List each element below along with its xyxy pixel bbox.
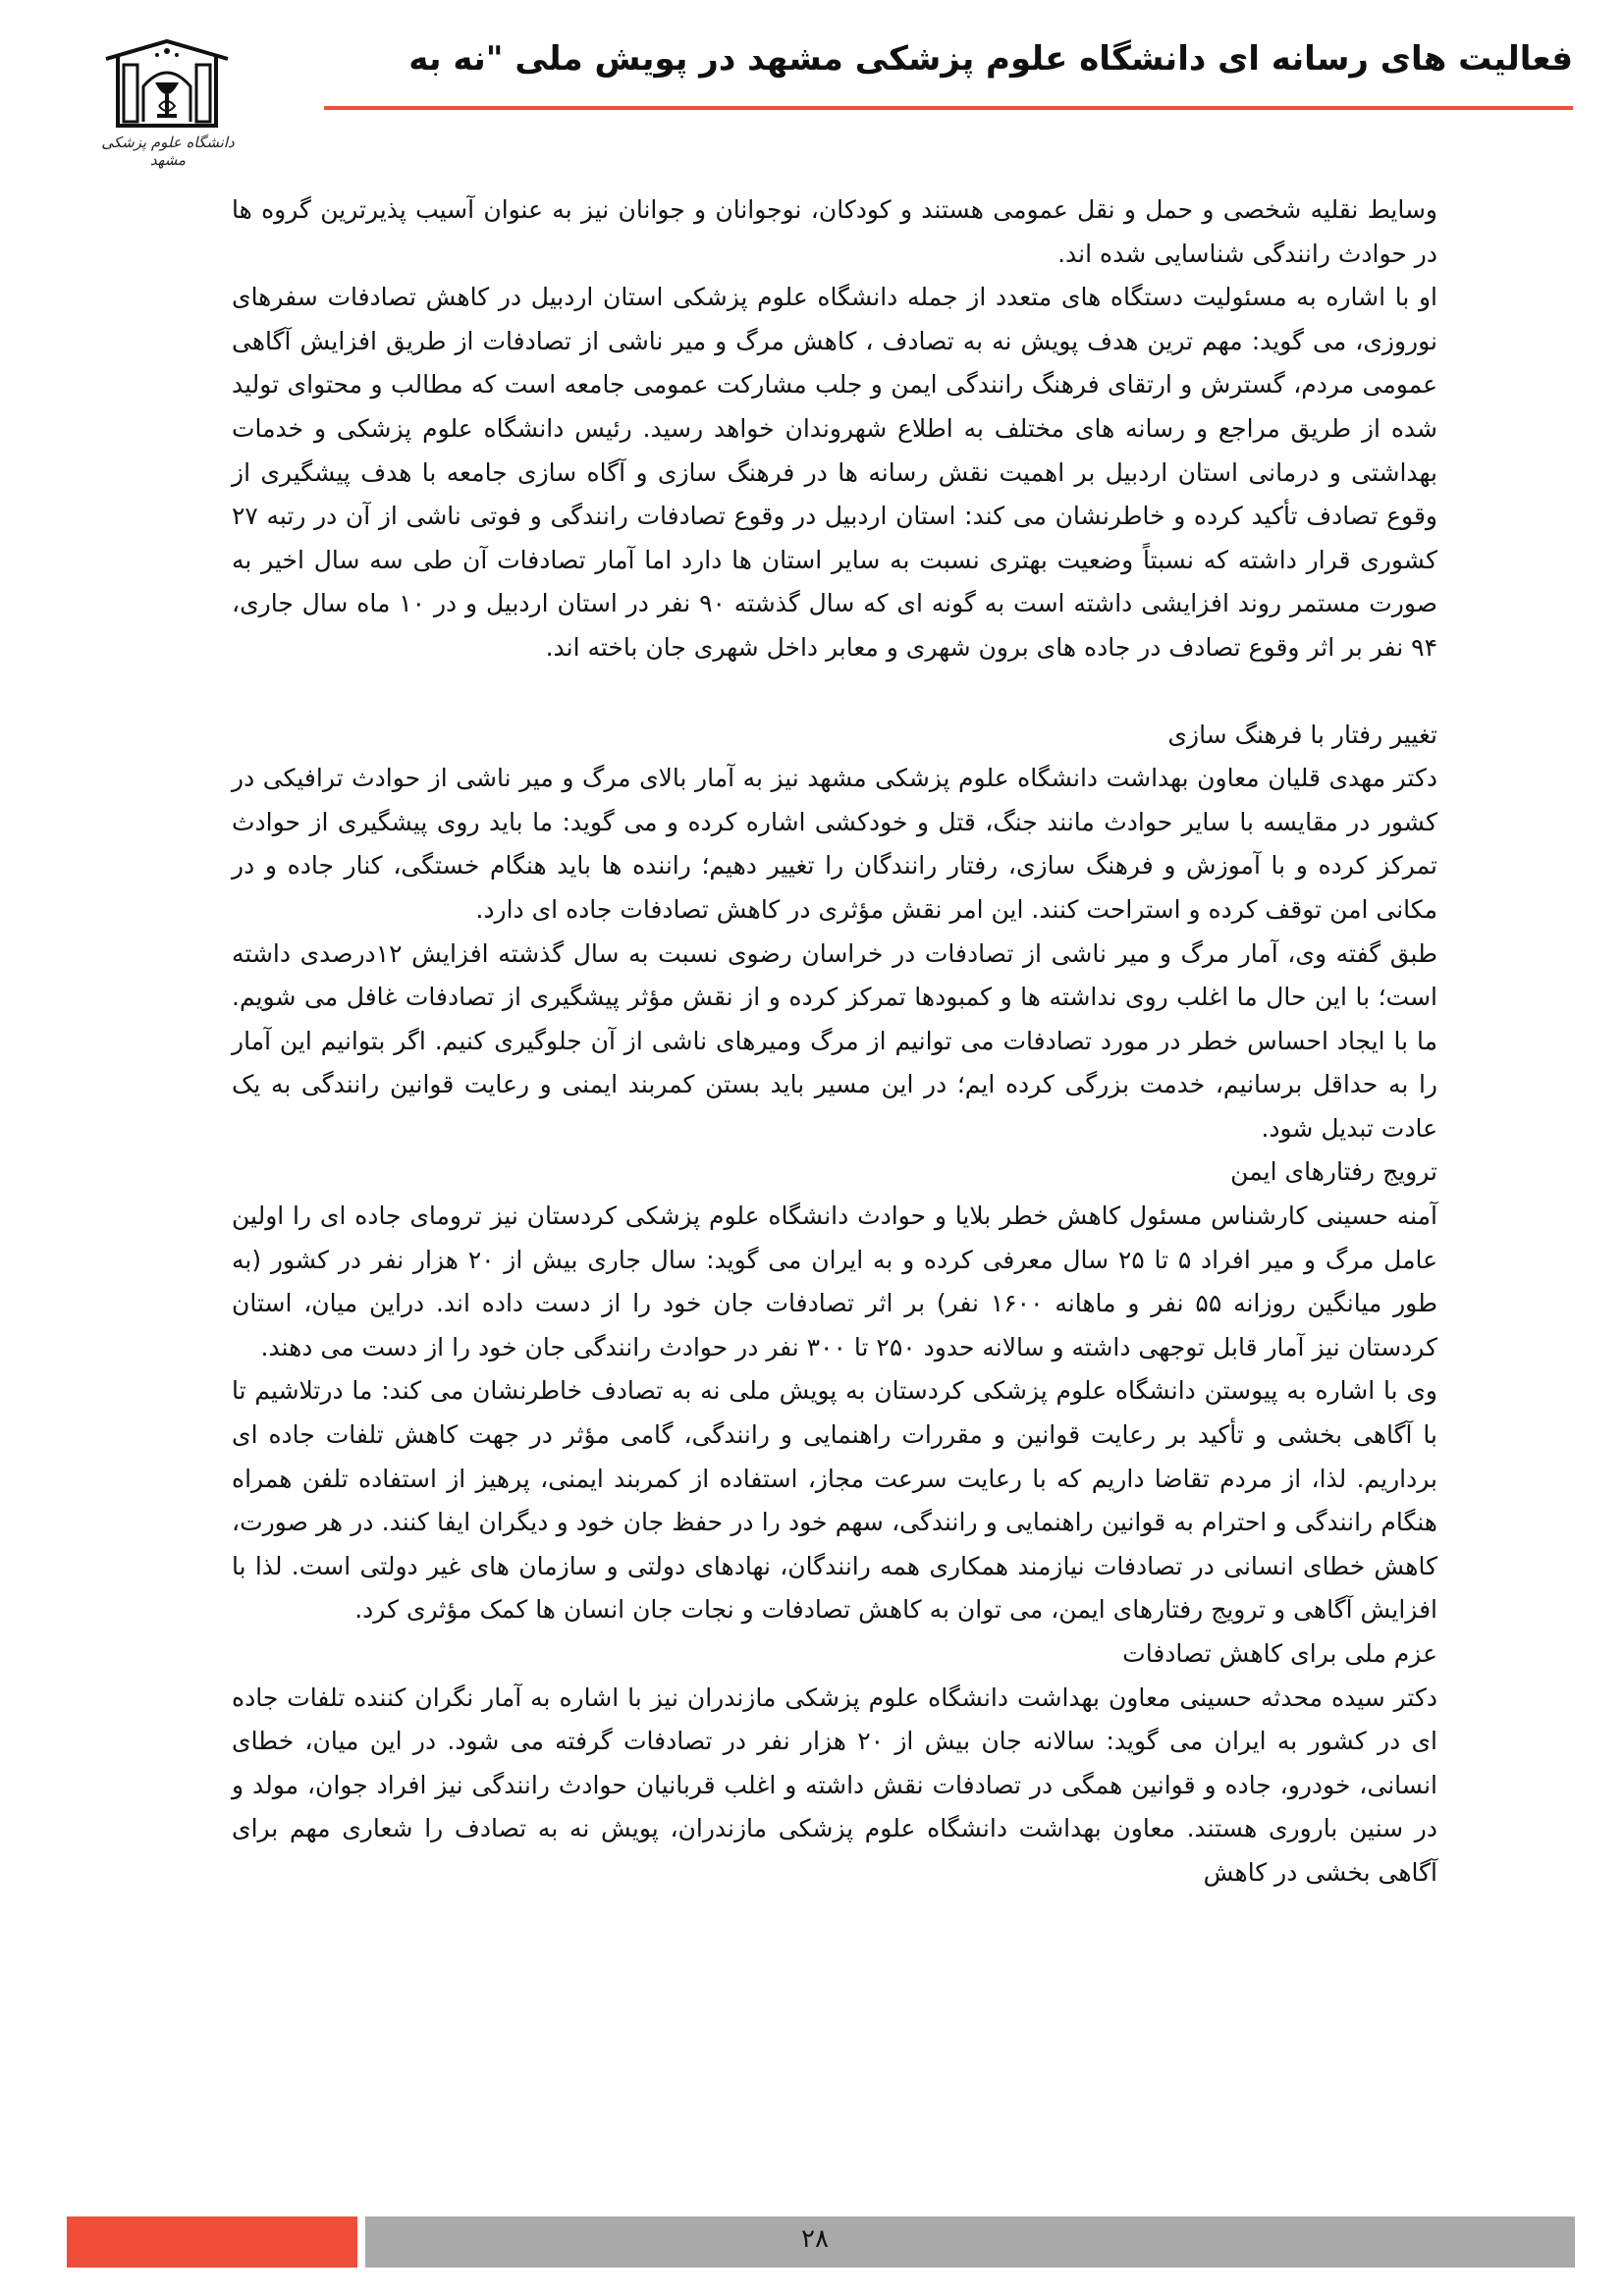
paragraph: طبق گفته وی، آمار مرگ و میر ناشی از تصادفات در خراسان رضوی نسبت به سال گذشته افزایش ۱۲درصدی داشته است؛ با این حال ما اغلب روی نداشته ها و کمبودها تمرکز کرده و از نقش مؤثر پیشگیری از تصادفات غافل می شویم. ما با ایجاد احساس خطر در مورد تصادفات می توانیم از مرگ ومیرهای ناشی از آن جلوگیری کنیم. اگر بتوانیم این آمار را به حداقل برسانیم، خدمت بزرگی کرده ایم؛ در این مسیر باید بستن کمربند ایمنی و رعایت قوانین رانندگی به یک عادت تبدیل شود.	[232, 938, 1438, 1143]
section-heading: ترویج رفتارهای ایمن	[1230, 1157, 1437, 1187]
footer-gray-bar	[365, 2216, 1575, 2268]
section-heading: عزم ملی برای کاهش تصادفات	[1122, 1639, 1437, 1668]
section-heading: تغییر رفتار با فرهنگ سازی	[1167, 720, 1437, 749]
header-title: فعالیت های رسانه ای دانشگاه علوم پزشکی مشهد در پویش ملی "نه به	[408, 39, 1573, 79]
paragraph: دکتر سیده محدثه حسینی معاون بهداشت دانشگاه علوم پزشکی مازندران نیز با اشاره به آمار نگران کننده تلفات جاده ای در کشور به ایران می گوید: سالانه جان بیش از ۲۰ هزار نفر در تصادفات گرفته می شود. در این میان، خطای انسانی، خودرو، جاده و قوانین همگی در تصادفات نقش داشته و اغلب قربانیان حوادث رانندگی نیز افراد جوان، مولد و در سنین باروری هستند. معاون بهداشت دانشگاه علوم پزشکی مازندران، پویش نه به تصادف را شعاری مهم برای آگاهی بخشی در کاهش	[232, 1682, 1437, 1887]
page-number: ۲۸	[801, 2224, 829, 2254]
paragraph: او با اشاره به مسئولیت دستگاه های متعدد از جمله دانشگاه علوم پزشکی استان اردبیل در کاهش تصادفات سفرهای نوروزی، می گوید: مهم ترین هدف پویش نه به تصادف ، کاهش مرگ و میر ناشی از تصادفات از طریق افزایش آگاهی عمومی مردم، گسترش و ارتقای فرهنگ رانندگی ایمن و جلب مشارکت عمومی جامعه است که مطالب و محتوای تولید شده از طریق مراجع و رسانه های مختلف به اطلاع شهروندان خواهد رسید. رئیس دانشگاه علوم پزشکی و خدمات بهداشتی و درمانی استان اردبیل بر اهمیت نقش رسانه ها در فرهنگ سازی و آگاه سازی جامعه با هدف پیشگیری از وقوع تصادف تأکید کرده و خاطرنشان می کند: استان اردبیل در وقوع تصادفات رانندگی و فوتی ناشی از آن در رتبه ۲۷ کشوری قرار داشته که نسبتاً وضعیت بهتری نسبت به سایر استان ها دارد اما آمار تصادفات آن طی سه سال اخیر به صورت مستمر روند افزایشی داشته است به گونه ای که سال گذشته ۹۰ نفر در استان اردبیل و در ۱۰ ماه سال جاری، ۹۴ نفر بر اثر وقوع تصادف در جاده های برون شهری و معابر داخل شهری جان باخته اند.	[232, 283, 1437, 662]
article-body	[232, 188, 1437, 1896]
logo-caption: دانشگاه علوم پزشکی مشهد	[101, 133, 235, 169]
paragraph: آمنه حسینی کارشناس مسئول کاهش خطر بلایا و حوادث دانشگاه علوم پزشکی کردستان نیز ترومای جاده ای را اولین عامل مرگ و میر افراد ۵ تا ۲۵ سال معرفی کرده و به ایران می گوید: سال جاری بیش از ۲۰ هزار نفر در کشور (به طور میانگین روزانه ۵۵ نفر و ماهانه ۱۶۰۰ نفر) بر اثر تصادفات جان خود را از دست داده اند. دراین میان، استان کردستان نیز آمار قابل توجهی داشته و سالانه حدود ۲۵۰ تا ۳۰۰ نفر در حوادث رانندگی جان خود را از دست می دهند.	[232, 1201, 1438, 1362]
paragraph-gap	[232, 670, 1437, 714]
footer-red-bar	[67, 2216, 357, 2268]
paragraph: دکتر مهدی قلیان معاون بهداشت دانشگاه علوم پزشکی مشهد نیز به آمار بالای مرگ و میر ناشی از حوادث ترافیکی در کشور در مقایسه با سایر حوادث مانند جنگ، قتل و خودکشی اشاره کرده و می گوید: ما باید روی پیشگیری از حوادث تمرکز کرده و با آموزش و فرهنگ سازی، رفتار رانندگان را تغییر دهیم؛ راننده ها باید هنگام خستگی، کنار جاده و در مکانی امن توقف کرده و استراحت کنند. این امر نقش مؤثری در کاهش تصادفات جاده ای دارد.	[232, 764, 1437, 924]
header-divider	[324, 106, 1573, 110]
paragraph: وی با اشاره به پیوستن دانشگاه علوم پزشکی کردستان به پویش ملی نه به تصادف خاطرنشان می کند: ما درتلاشیم تا با آگاهی بخشی و تأکید بر رعایت قوانین و مقررات راهنمایی و رانندگی، گامی مؤثر در جهت کاهش تلفات جاده ای برداریم. لذا، از مردم تقاضا داریم که با رعایت سرعت مجاز، استفاده از کمربند ایمنی، پرهیز از استفاده تلفن همراه هنگام رانندگی و احترام به قوانین راهنمایی و رانندگی، سهم خود را در حفظ جان خود و دیگران ایفا کنند. در هر صورت، کاهش خطای انسانی در تصادفات نیازمند همکاری همه رانندگان، نهادهای دولتی و سازمان های غیر دولتی است. لذا با افزایش آگاهی و ترویج رفتارهای ایمن، می توان به کاهش تصادفات و نجات جان انسان ها کمک مؤثری کرد.	[232, 1376, 1437, 1625]
paragraph: وسایط نقلیه شخصی و حمل و نقل عمومی هستند و کودکان، نوجوانان و جوانان نیز به عنوان آسیب پذیرترین گروه ها در حوادث رانندگی شناسایی شده اند.	[232, 195, 1437, 268]
